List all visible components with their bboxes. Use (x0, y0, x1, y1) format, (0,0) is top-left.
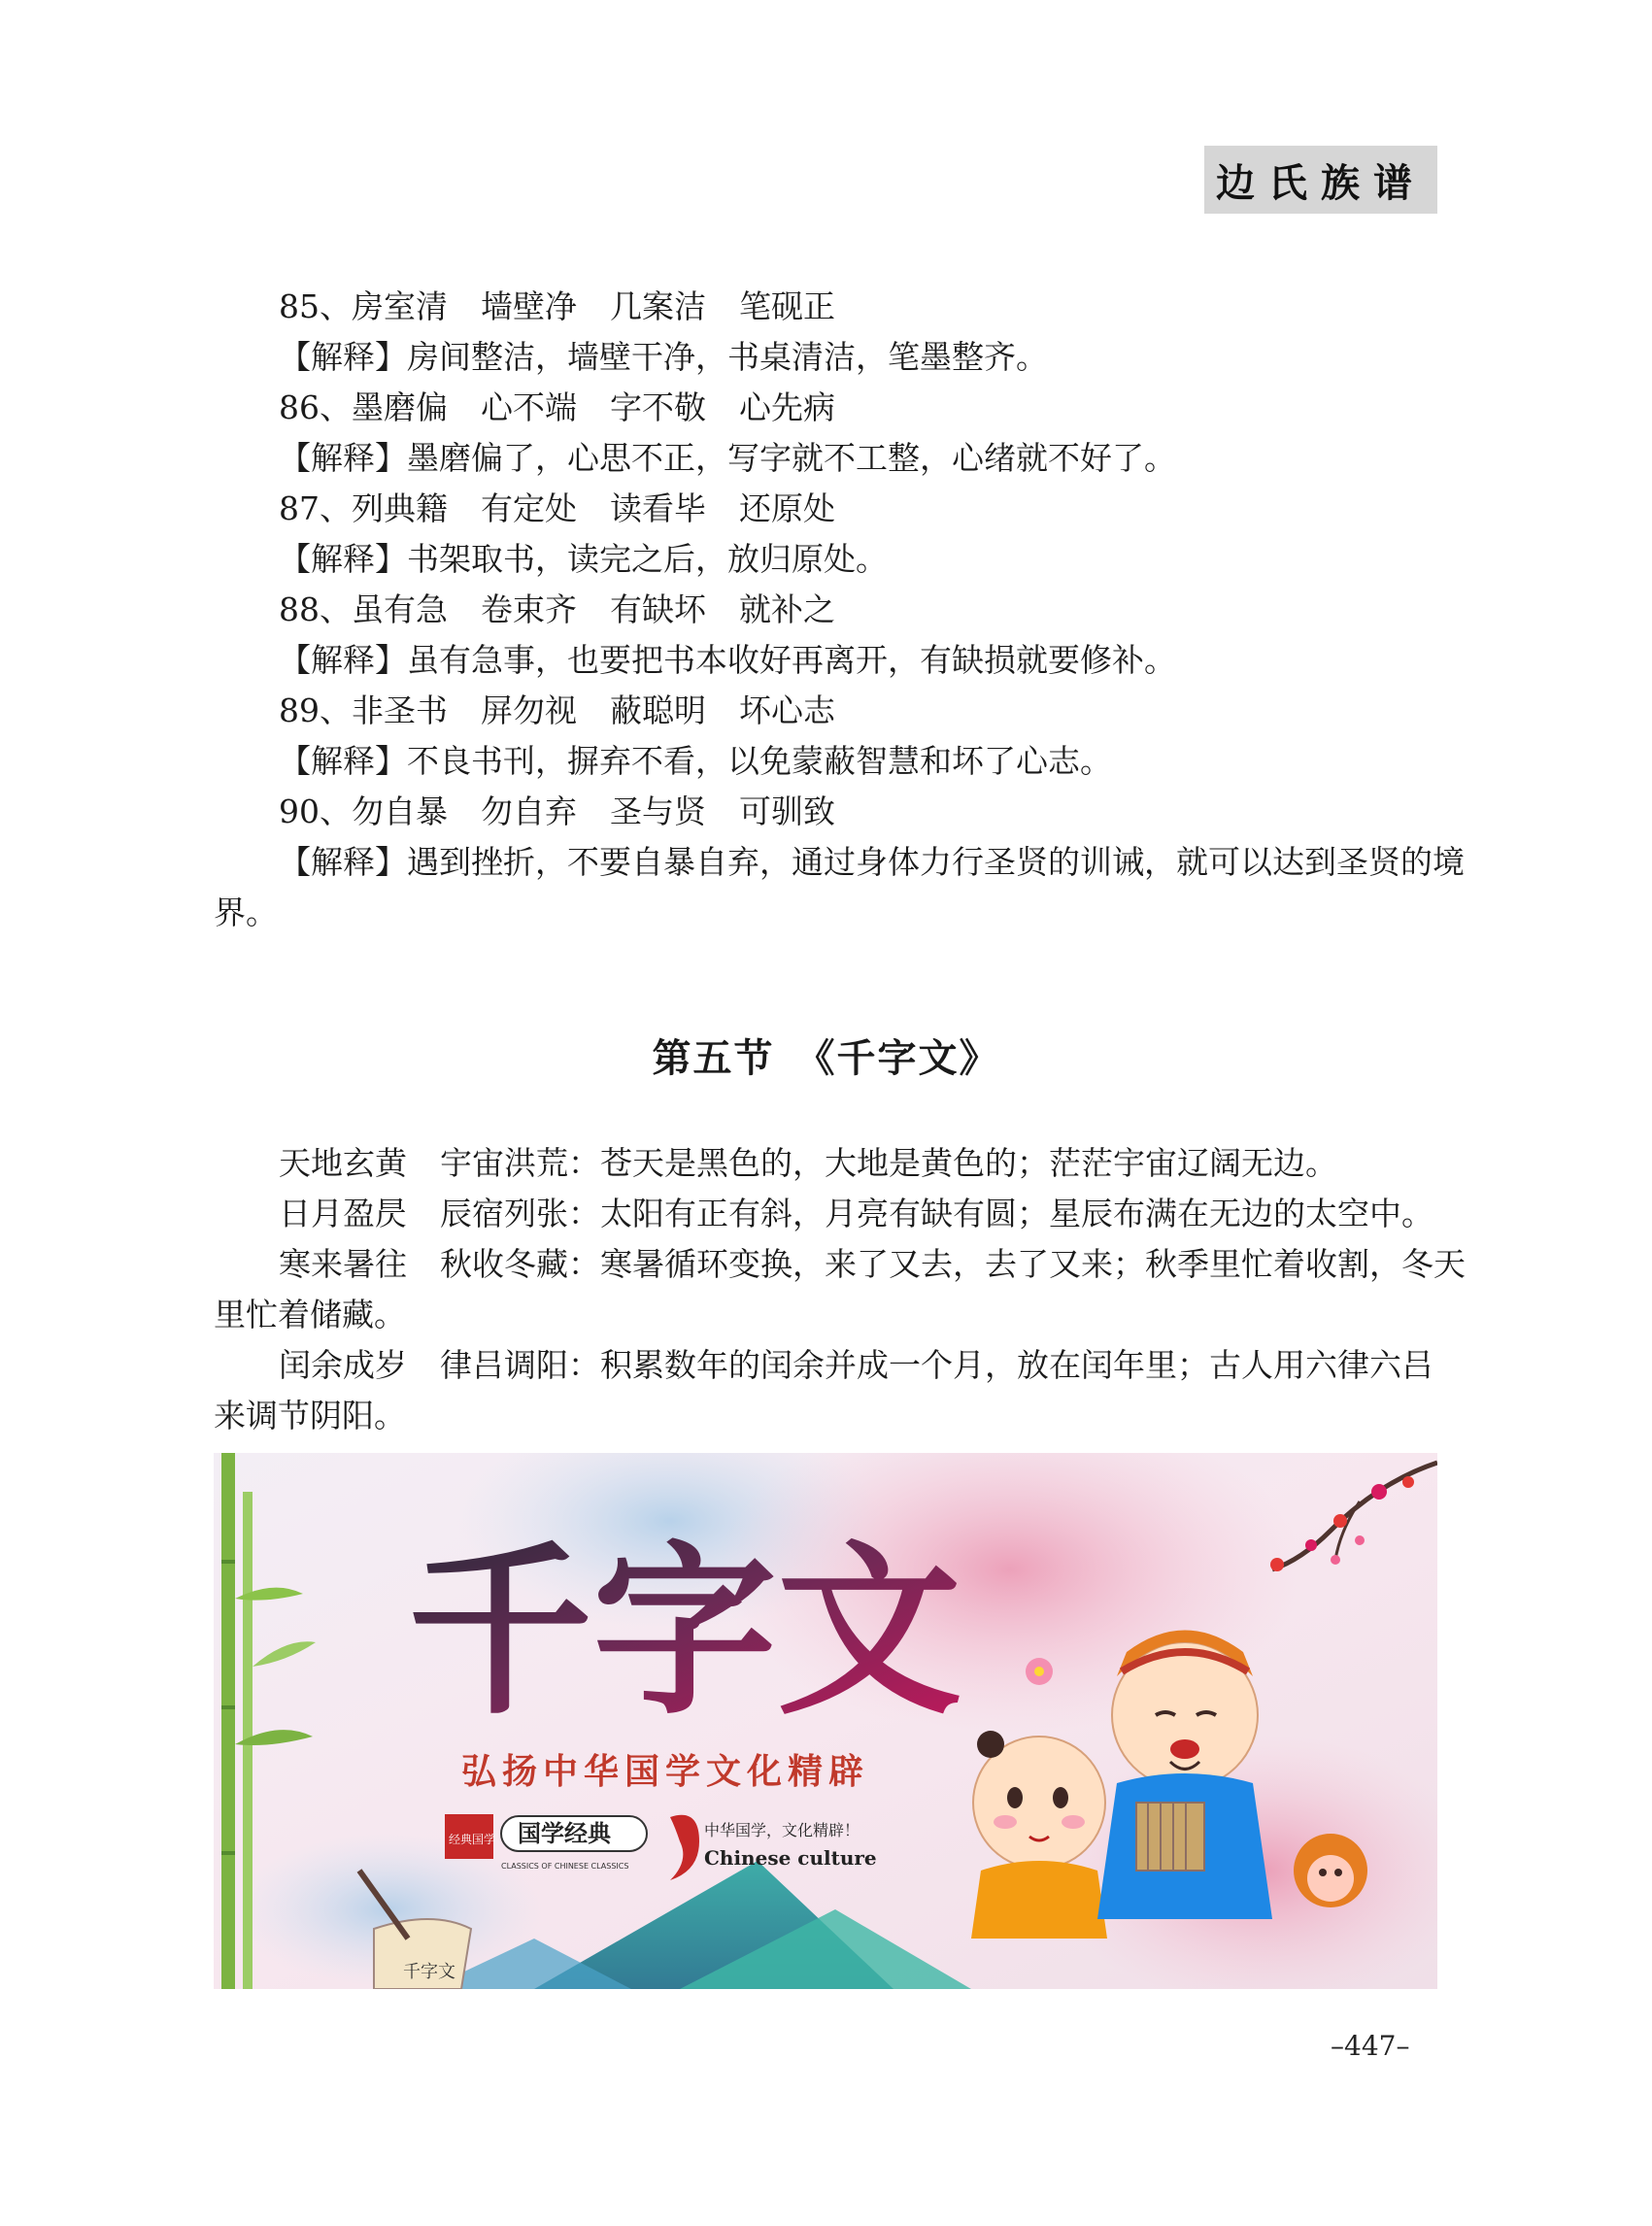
verse-line: 86、墨磨偏 心不端 字不敬 心先病 (279, 388, 835, 426)
qianziwen-text (214, 1138, 1466, 1441)
running-header (1204, 146, 1437, 214)
seal-text: 经典国学 (449, 1833, 496, 1846)
explanation-line: 【解释】虽有急事，也要把书本收好再离开，有缺损就要修补。 (279, 641, 1176, 679)
tagline: 中华国学，文化精辟！ (704, 1821, 860, 1839)
header-title: 边氏族谱 (1216, 159, 1426, 206)
qzw-continuation: 来调节阴阳。 (214, 1397, 406, 1434)
badge-subtext: CLASSICS OF CHINESE CLASSICS (501, 1862, 629, 1871)
banner-title: 千字文 (408, 1523, 962, 1739)
page-number: –447– (1331, 2030, 1410, 2062)
verse-line: 87、列典籍 有定处 读看毕 还原处 (279, 489, 835, 527)
qzw-line: 闰余成岁 律吕调阳：积累数年的闰余并成一个月，放在闰年里；古人用六律六吕 (279, 1346, 1433, 1384)
explanation-line: 【解释】房间整洁，墙壁干净，书桌清洁，笔墨整齐。 (279, 338, 1048, 376)
explanation-line: 【解释】墨磨偏了，心思不正，写字就不工整，心绪就不好了。 (279, 439, 1176, 477)
qianziwen-banner-image (214, 1453, 1437, 1989)
qzw-line: 天地玄黄 宇宙洪荒：苍天是黑色的，大地是黄色的；茫茫宇宙辽阔无边。 (279, 1144, 1337, 1182)
verse-line: 89、非圣书 屏勿视 蔽聪明 坏心志 (279, 691, 835, 729)
verse-line: 88、虽有急 卷束齐 有缺坏 就补之 (279, 590, 835, 628)
dizigui-entries (214, 282, 1465, 938)
verse-line: 85、房室清 墙壁净 几案洁 笔砚正 (279, 287, 835, 325)
scroll-text: 千字文 (403, 1962, 455, 1982)
qzw-continuation: 里忙着储藏。 (214, 1296, 406, 1333)
section-title: 第五节 《千字文》 (652, 1036, 1000, 1081)
qzw-line: 寒来暑往 秋收冬藏：寒暑循环变换，来了又去，去了又来；秋季里忙着收割，冬天 (279, 1245, 1466, 1283)
explanation-line: 【解释】不良书刊，摒弃不看，以免蒙蔽智慧和坏了心志。 (279, 742, 1112, 780)
english-caption: Chinese culture (704, 1846, 877, 1870)
explanation-continuation: 界。 (214, 894, 278, 931)
banner-slogan: 弘扬中华国学文化精辟 (461, 1752, 870, 1792)
explanation-line: 【解释】遇到挫折，不要自暴自弃，通过身体力行圣贤的训诫，就可以达到圣贤的境 (279, 843, 1465, 881)
badge-text: 国学经典 (518, 1820, 611, 1847)
qzw-line: 日月盈昃 辰宿列张：太阳有正有斜，月亮有缺有圆；星辰布满在无边的太空中。 (279, 1195, 1433, 1232)
explanation-line: 【解释】书架取书，读完之后，放归原处。 (279, 540, 888, 578)
verse-line: 90、勿自暴 勿自弃 圣与贤 可驯致 (279, 793, 835, 830)
